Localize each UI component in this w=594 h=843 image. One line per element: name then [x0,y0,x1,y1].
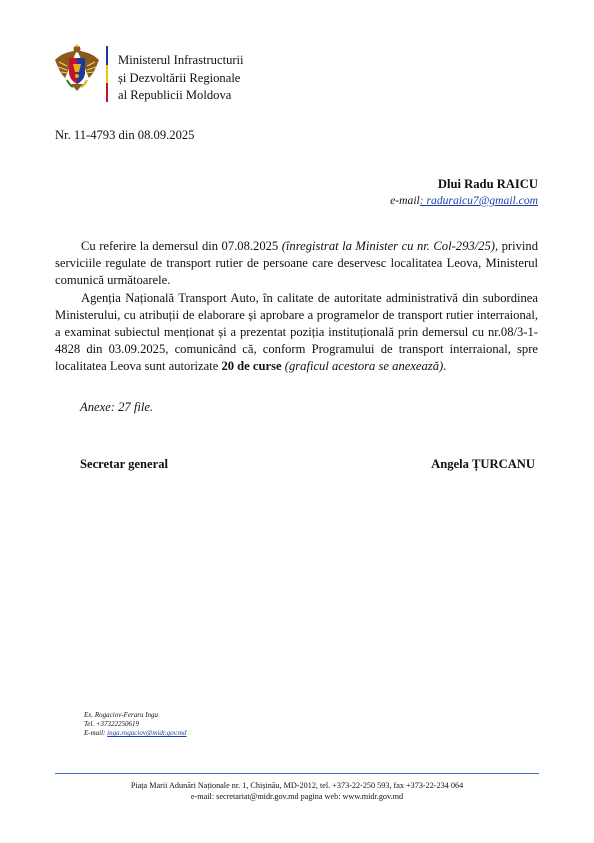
flag-blue-stripe [106,46,108,65]
p2-text-a: Agenția Națională Transport Auto, în calitate de autoritate administrativă din subordinea Ministerului, cu atribuții de elaborare și aprobare a programelor de transport rutier interraional, a examinat subiectul menționat și a prezentat poziția instituțională prin demersul cu nr.08/3-1-4828 din 03.09.2025, comunicând că, conform Programului de transport interraional, spre localitatea Leova sunt autorizate [55,290,538,374]
flag-yellow-stripe [106,65,108,84]
executor-block [84,711,187,738]
executor-email-line [84,729,187,738]
ministry-name [118,52,244,105]
addressee-name: Dlui Radu RAICU [437,177,538,191]
footer-contacts: e-mail: secretariat@midr.gov.md pagina web: www.midr.gov.md [190,792,404,801]
addressee-email-line [390,194,538,207]
footer-address: Piața Marii Adunări Naționale nr. 1, Chișinău, MD-2012, tel. +373-22-250 593, fax +373-22-234 064 [130,781,464,790]
executor-email-label: E-mail: [84,729,108,737]
body-paragraph-1 [55,238,538,290]
signatory-name: Angela ȚURCANU [431,457,535,471]
signatory-title: Secretar general [80,457,169,471]
ministry-line-2: și Dezvoltării Regionale [118,70,241,85]
addressee-email-label: e-mail [390,194,420,207]
executor-name: Ex. Rogaciov-Feraru Inga [84,711,159,719]
ministry-line-1: Ministerul Infrastructurii [118,53,244,67]
executor-phone: Tel. +37322250619 [84,720,140,728]
moldova-coat-of-arms-icon [53,42,101,92]
flag-color-bar [106,46,108,102]
executor-email-link[interactable]: inga.rogaciov@midr.gov.md [107,729,187,737]
ministry-line-3: al Republicii Moldova [118,88,232,103]
addressee-email-link[interactable]: : raduraicu7@gmail.com [419,194,538,207]
p2-text-e: . [443,359,447,374]
addressee-block [390,177,538,207]
footer [55,780,539,802]
registration-number: Nr. 11-4793 din 08.09.2025 [55,128,195,142]
letter-body [55,238,538,376]
body-paragraph-2 [55,290,538,376]
annex-note: Anexe: 27 file. [80,400,154,414]
p1-text-italic: (înregistrat la Minister cu nr. Col-293/25) [281,239,495,253]
p1-text-a: Cu referire la demersul din 07.08.2025 [81,239,282,253]
p2-text-bold: 20 de curse [221,359,282,374]
footer-divider [55,773,539,774]
flag-red-stripe [106,83,108,102]
p2-text-italic: (graficul acestora se anexează) [284,359,444,374]
p1-text-c: , privind serviciile regulate de transport rutier de persoane care deservesc localitatea Leova, Ministerul comunică următoarele. [55,239,538,288]
